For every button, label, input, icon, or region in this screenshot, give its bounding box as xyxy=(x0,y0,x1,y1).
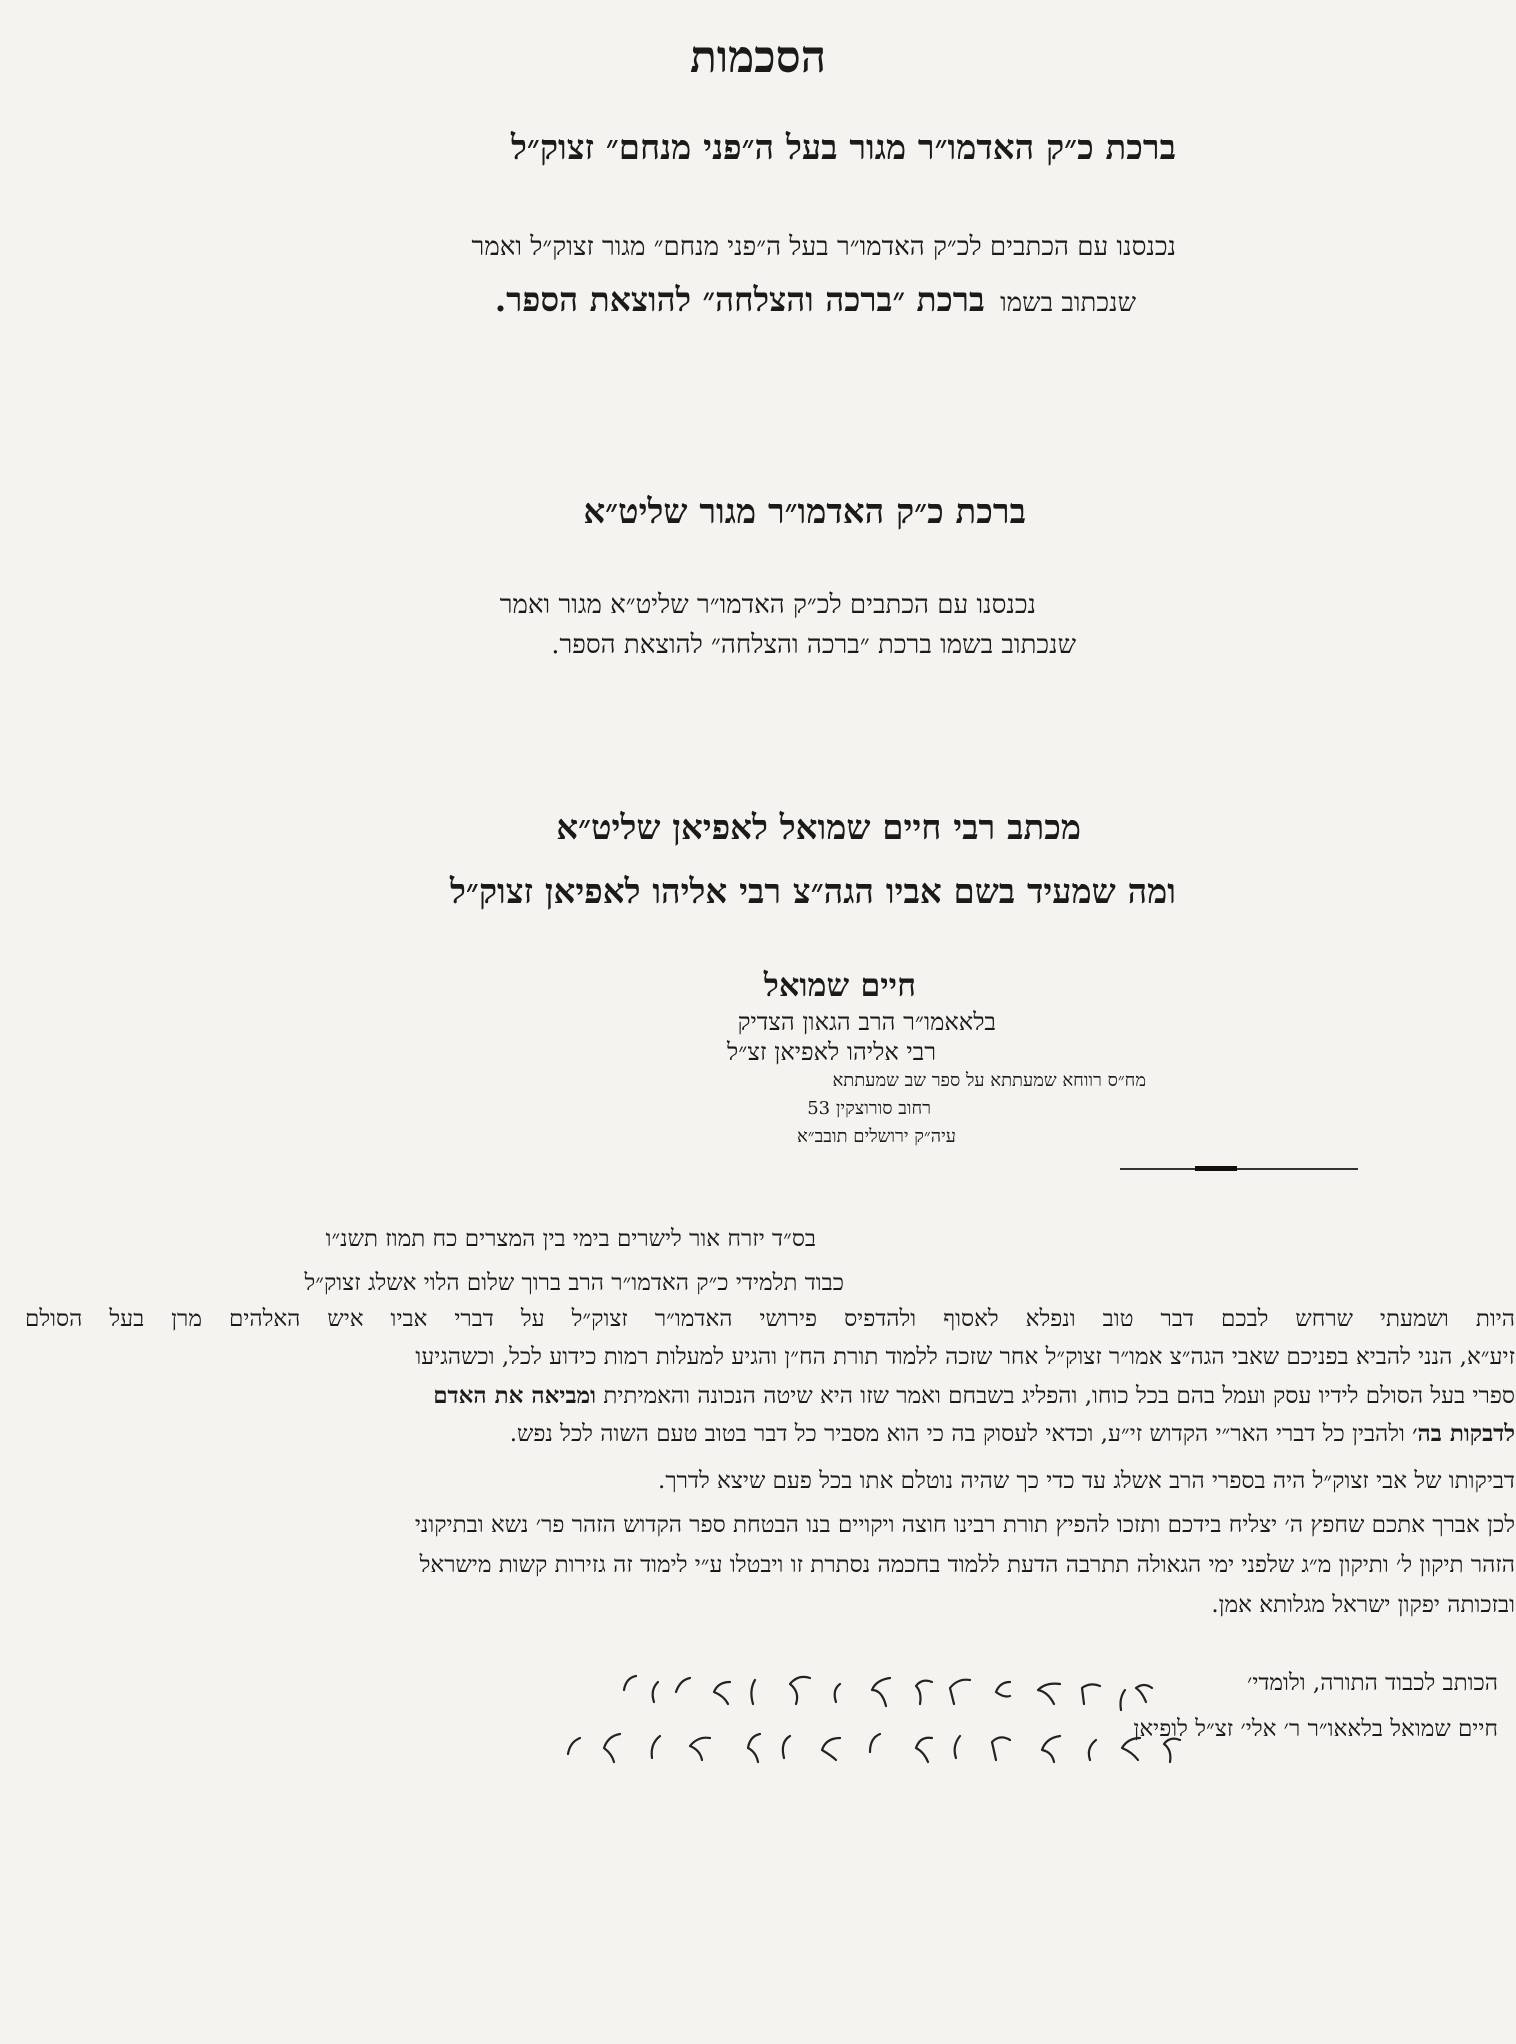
letterhead-line5: עיה״ק ירושלים תובב״א xyxy=(796,1126,956,1147)
letterhead-divider-accent xyxy=(1195,1166,1237,1171)
paragraph3-line: ובזכותה יפקון ישראל מגלותא אמן. xyxy=(1211,1592,1515,1618)
paragraph1-line: ספרי בעל הסולם לידיו עסק ועמל בהם בכל כוחו, והפליג בשבחם ואמר שזו היא שיטה הנכונה והאמיתית ומביאה את האדם xyxy=(433,1382,1515,1409)
letterhead-line2: רבי אליהו לאפיאן זצ״ל xyxy=(726,1038,936,1066)
letter-date: בס״ד יזרח אור לישרים בימי בין המצרים כח תמוז תשנ״ו xyxy=(325,1226,816,1252)
paragraph1-line: זיע״א, הנני להביא בפניכם שאבי הגה״צ אמו״ר זצוק״ל אחר שזכה ללמוד תורת הח״ן והגיע למעלות רמות כידוע לכל, וכשהגיעו xyxy=(415,1344,1515,1370)
letterhead-name: חיים שמואל xyxy=(763,966,916,1004)
handwritten-signature xyxy=(540,1660,1200,1790)
page-title: הסכמות xyxy=(689,32,827,83)
section1-line1: נכנסנו עם הכתבים לכ״ק האדמו״ר בעל ה״פני מנחם״ מגור זצוק״ל ואמר xyxy=(471,232,1176,262)
section1-line2-bold: ברכת ״ברכה והצלחה״ להוצאת הספר. xyxy=(494,280,985,319)
letterhead-divider xyxy=(1120,1168,1358,1170)
section1-line2-plain: שנכתוב בשמו xyxy=(1000,288,1136,318)
letterhead-line1: בלאאמו״ר הרב הגאון הצדיק xyxy=(737,1008,996,1036)
section3-heading1: מכתב רבי חיים שמואל לאפיאן שליט״א xyxy=(556,808,1081,848)
letterhead-line3: מח״ס רווחא שמעתתא על ספר שב שמעתתא xyxy=(832,1070,1146,1091)
paragraph1-line: היות ושמעתי שרחש לבכם דבר טוב ונפלא לאסוף ולהדפיס פירושי האדמו״ר זצוק״ל על דברי אביו איש האלהים מרן בעל הסולם xyxy=(25,1306,1515,1332)
section2-line1: נכנסנו עם הכתבים לכ״ק האדמו״ר שליט״א מגור ואמר xyxy=(499,590,1036,620)
section3-heading2: ומה שמעיד בשם אביו הגה״צ רבי אליהו לאפיאן זצוק״ל xyxy=(450,872,1176,912)
letter-salutation: כבוד תלמידי כ״ק האדמו״ר הרב ברוך שלום הלוי אשלג זצוק״ל xyxy=(304,1270,844,1296)
letterhead-line4: רחוב סורוצקין 53 xyxy=(807,1098,931,1119)
section2-line2: שנכתוב בשמו ברכת ״ברכה והצלחה״ להוצאת הספר. xyxy=(551,630,1076,660)
section1-heading: ברכת כ״ק האדמו״ר מגור בעל ה״פני מנחם״ זצוק״ל xyxy=(511,128,1176,168)
section2-heading: ברכת כ״ק האדמו״ר מגור שליט״א xyxy=(583,492,1026,532)
paragraph2-line: דביקותו של אבי זצוק״ל היה בספרי הרב אשלג עד כדי כך שהיה נוטלם אתו בכל פעם שיצא לדרך. xyxy=(658,1468,1515,1494)
paragraph3-line: לכן אברך אתכם שחפץ ה׳ יצליח בידכם ותזכו להפיץ תורת רבינו חוצה ויקויים בנו הבטחת ספר הקדוש הזהר פר׳ נשא ובתיקוני xyxy=(414,1512,1515,1538)
signature-name: חיים שמואל בלאאו״ר ר׳ אלי׳ זצ״ל לופיאן xyxy=(1133,1716,1498,1742)
letter-closing: הכותב לכבוד התורה, ולומדי׳ xyxy=(1247,1670,1498,1696)
emphasis-text: לדבקות בה׳ xyxy=(1412,1420,1515,1447)
paragraph1-line: לדבקות בה׳ ולהבין כל דברי האר״י הקדוש זי״ע, וכדאי לעסוק בה כי הוא מסביר כל דבר בטוב טעם השוה לכל נפש. xyxy=(509,1420,1515,1447)
section1-line2 xyxy=(495,280,1136,320)
paragraph3-line: הזהר תיקון ל׳ ותיקון מ״ג שלפני ימי הגאולה תתרבה הדעת ללמוד בחכמה נסתרת זו ויבטלו ע״י לימוד זה גזירות קשות מישראל xyxy=(419,1552,1515,1578)
emphasis-text: ומביאה את האדם xyxy=(433,1382,597,1409)
